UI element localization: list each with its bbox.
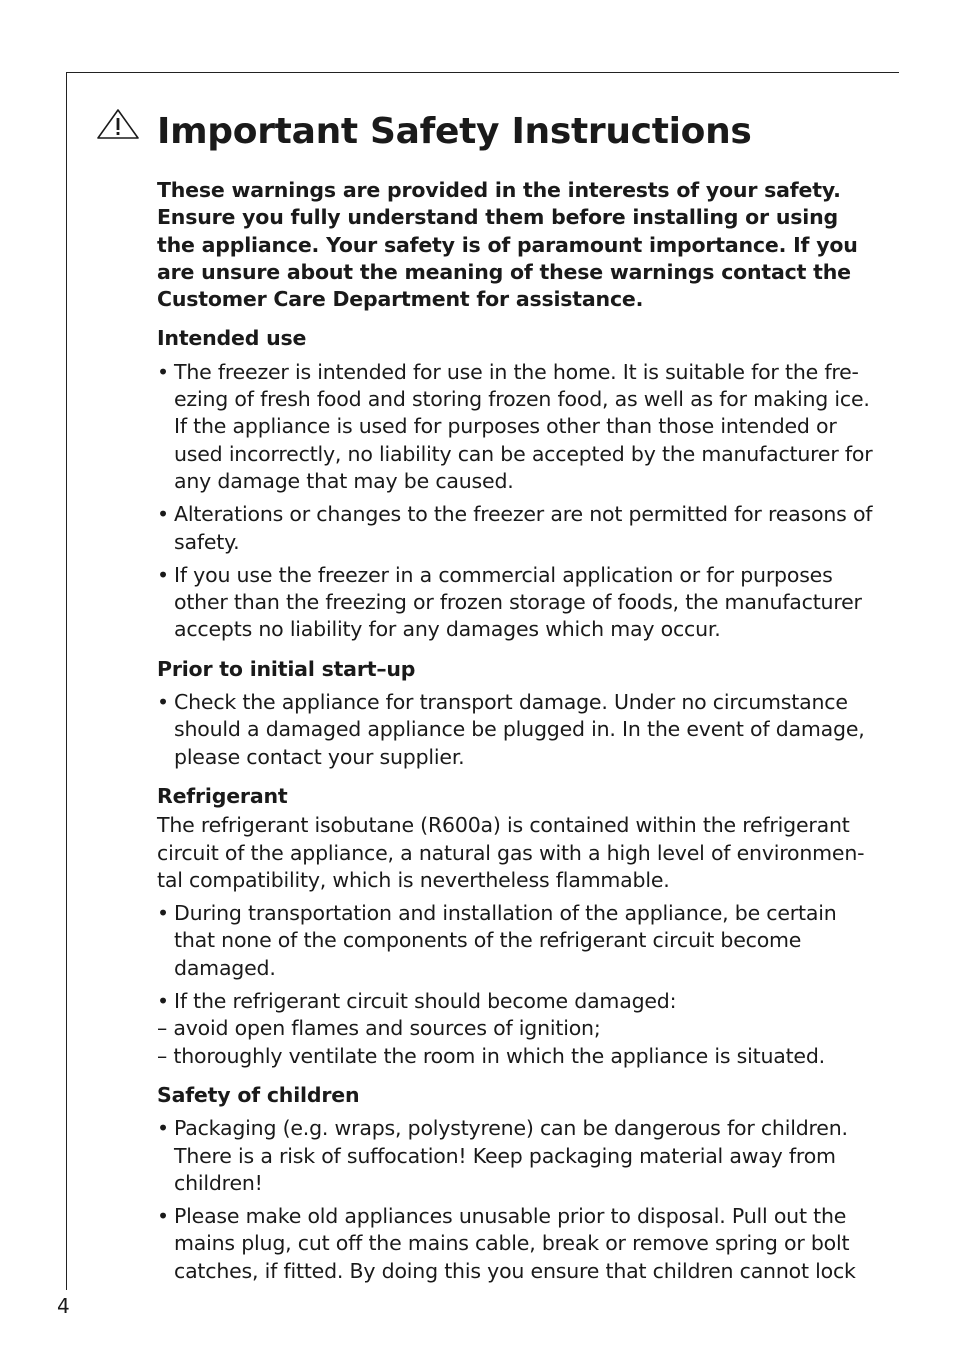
dash-item: – thoroughly ventilate the room in which the appliance is situated. [157,1043,825,1068]
bullet-dot: • [157,562,169,587]
bullet-dot: • [157,901,169,926]
page-number: 4 [57,1294,70,1318]
bullet-item [157,501,877,556]
top-rule [66,72,899,73]
section-heading: Intended use [157,326,307,351]
bullet-text: Packaging (e.g. wraps, polystyrene) can be dangerous for children. There is a risk of suffocation! Keep packaging material away from children! [174,1116,848,1195]
section-prior-startup [157,656,877,771]
bullet-text: The freezer is intended for use in the home. It is suitable for the fre- ezing of fresh food and storing frozen food, as well as for making ice. If the appliance is used for purposes other than those intended or used incorrectly, no liability can be accepted by the manufacturer for any damage that may be caused. [174,359,873,493]
bullet-text: Please make old appliances unusable prior to disposal. Pull out the mains plug, cut off the mains cable, break or remove spring or bolt catches, if fitted. By doing this you ensure that children cannot lock [174,1204,856,1283]
warning-triangle-icon [96,108,140,140]
bullet-item [157,689,877,771]
bullet-dot: • [157,989,169,1014]
bullet-dot: • [157,690,169,715]
bullet-text: If you use the freezer in a commercial application or for purposes other than the freezing or frozen storage of foods, the manufacturer accepts no liability for any damages which may occur. [174,562,862,642]
page-title: Important Safety Instructions [157,111,752,152]
left-rule [66,72,67,1290]
bullet-text: Check the appliance for transport damage. Under no circumstance should a damaged appliance be plugged in. In the event of damage, please contact your supplier. [174,690,865,769]
instructions-body [157,177,877,1291]
bullet-item [157,988,877,1015]
intro-paragraph: These warnings are provided in the interests of your safety. Ensure you fully understand them before installing or using the appliance. Your safety is of paramount importance. If you are unsure about the meaning of these warnings contact the Customer Care Department for assistance. [157,178,858,312]
bullet-dot: • [157,359,169,384]
bullet-dot: • [157,1116,169,1141]
section-children [157,1082,877,1285]
bullet-item [157,900,877,982]
bullet-item [157,1115,877,1197]
dash-item: – avoid open flames and sources of ignition; [157,1016,601,1041]
bullet-text: If the refrigerant circuit should become damaged: [174,989,677,1014]
bullet-text: Alterations or changes to the freezer are not permitted for reasons of safety. [174,502,873,554]
bullet-item [157,562,877,644]
bullet-item [157,1203,877,1285]
refrigerant-paragraph: The refrigerant isobutane (R600a) is contained within the refrigerant circuit of the appliance, a natural gas with a high level of environmen- tal compatibility, which is nevertheless flammable. [157,813,865,892]
bullet-item [157,359,877,495]
section-heading: Safety of children [157,1082,360,1107]
section-refrigerant [157,783,877,1070]
bullet-text: During transportation and installation of the appliance, be certain that none of the components of the refrigerant circuit become damaged. [174,901,837,980]
section-heading: Refrigerant [157,783,288,808]
bullet-dot: • [157,502,169,527]
bullet-dot: • [157,1204,169,1229]
section-intended-use [157,325,877,643]
section-heading: Prior to initial start–up [157,656,416,681]
